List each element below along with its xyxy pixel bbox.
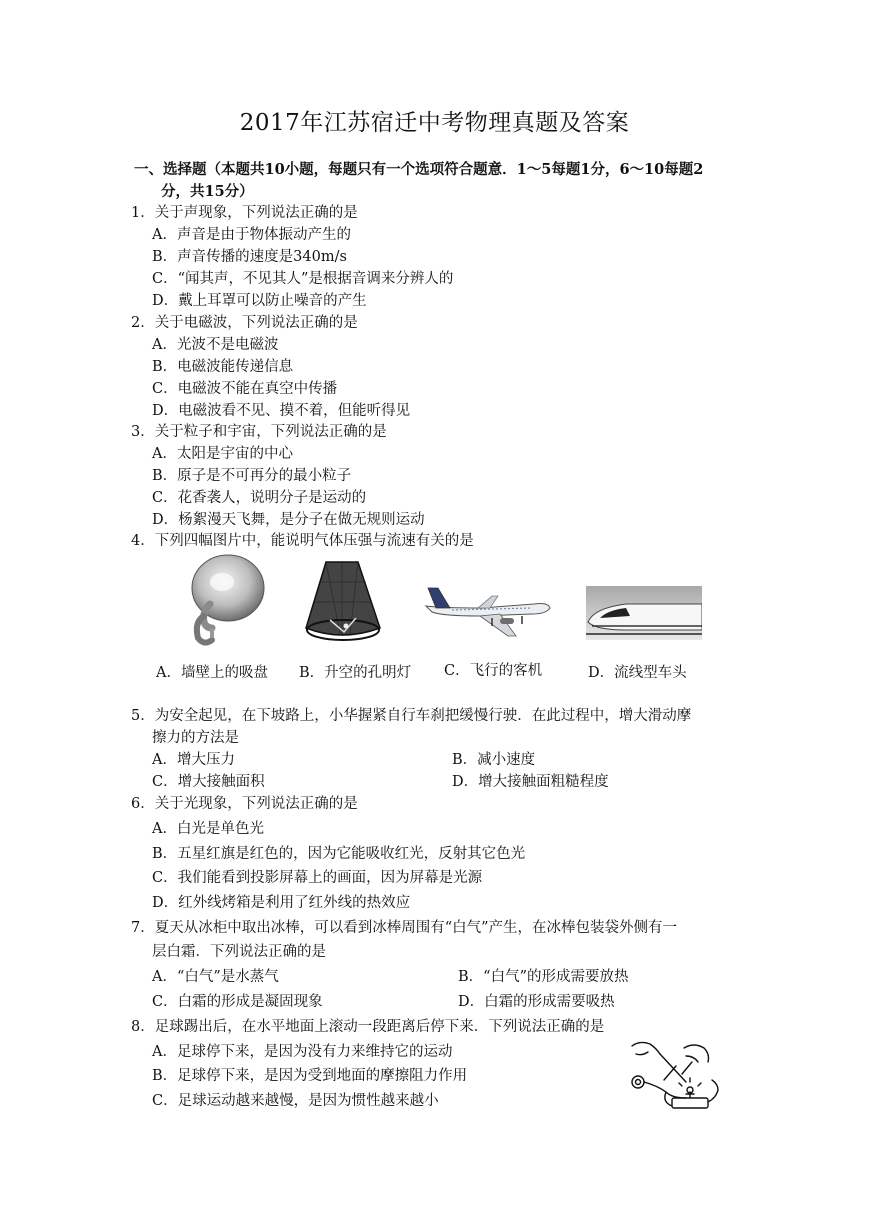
- question-3-option-b: B．原子是不可再分的最小粒子: [152, 468, 352, 484]
- question-5-option-c: C．增大接触面积: [152, 774, 265, 790]
- question-8-option-c: C．足球运动越来越慢，是因为惯性越来越小: [152, 1093, 439, 1109]
- section-heading-line2: 分，共15分）: [161, 183, 254, 200]
- question-7-stem-line1: 7．夏天从冰柜中取出冰棒，可以看到冰棒周围有“白气”产生，在冰棒包装袋外侧有一: [131, 920, 678, 936]
- sky-lantern-image: [300, 558, 384, 644]
- question-2-stem: 2．关于电磁波，下列说法正确的是: [131, 315, 358, 331]
- question-3-option-d: D．杨絮漫天飞舞，是分子在做无规则运动: [152, 512, 425, 528]
- question-6-option-a: A．白光是单色光: [152, 821, 264, 837]
- question-7-option-d: D．白霜的形成需要吸热: [458, 994, 615, 1010]
- airliner-image: [422, 578, 552, 638]
- question-5-stem-line2: 擦力的方法是: [152, 730, 239, 746]
- section-heading-line1: 一、选择题（本题共10小题，每题只有一个选项符合题意．1～5每题1分，6～10每题2: [134, 161, 704, 178]
- question-6-option-d: D．红外线烤箱是利用了红外线的热效应: [152, 895, 411, 911]
- figure-caption-d: D．流线型车头: [588, 665, 687, 681]
- question-7-option-c: C．白霜的形成是凝固现象: [152, 994, 323, 1010]
- question-2-option-d: D．电磁波看不见、摸不着，但能听得见: [152, 403, 411, 419]
- question-2-option-a: A．光波不是电磁波: [152, 337, 279, 353]
- question-3-option-c: C．花香袭人，说明分子是运动的: [152, 490, 367, 506]
- question-2-option-b: B．电磁波能传递信息: [152, 359, 294, 375]
- question-5-stem-line1: 5．为安全起见，在下坡路上，小华握紧自行车刹把缓慢行驶．在此过程中，增大滑动摩: [131, 708, 692, 724]
- question-2-option-c: C．电磁波不能在真空中传播: [152, 381, 338, 397]
- question-7-option-b: B．“白气”的形成需要放热: [458, 969, 629, 985]
- hand-generator-sketch: [626, 1036, 722, 1116]
- question-7-option-a: A．“白气”是水蒸气: [152, 969, 279, 985]
- figure-caption-b: B．升空的孔明灯: [299, 665, 412, 681]
- question-5-option-b: B．减小速度: [452, 752, 536, 768]
- question-4-stem: 4．下列四幅图片中，能说明气体压强与流速有关的是: [131, 533, 474, 549]
- question-8-option-b: B．足球停下来，是因为受到地面的摩擦阻力作用: [152, 1068, 468, 1084]
- question-1-option-d: D．戴上耳罩可以防止噪音的产生: [152, 293, 367, 309]
- question-1-option-b: B．声音传播的速度是340m/s: [152, 249, 347, 265]
- question-6-stem: 6．关于光现象，下列说法正确的是: [131, 796, 358, 812]
- suction-cup-image: [178, 552, 268, 648]
- question-5-option-d: D．增大接触面粗糙程度: [452, 774, 609, 790]
- question-1-option-a: A．声音是由于物体振动产生的: [152, 227, 351, 243]
- question-7-stem-line2: 层白霜．下列说法正确的是: [152, 944, 326, 960]
- question-3-option-a: A．太阳是宇宙的中心: [152, 446, 293, 462]
- page-title: 2017年江苏宿迁中考物理真题及答案: [239, 110, 630, 136]
- streamlined-train-image: [586, 586, 702, 640]
- question-6-option-b: B．五星红旗是红色的，因为它能吸收红光，反射其它色光: [152, 846, 526, 862]
- question-6-option-c: C．我们能看到投影屏幕上的画面，因为屏幕是光源: [152, 870, 483, 886]
- figure-caption-a: A．墙壁上的吸盘: [156, 665, 268, 681]
- question-3-stem: 3．关于粒子和宇宙，下列说法正确的是: [131, 424, 387, 440]
- question-5-option-a: A．增大压力: [152, 752, 235, 768]
- figure-caption-c: C．飞行的客机: [444, 663, 543, 679]
- question-1-option-c: C．“闻其声，不见其人”是根据音调来分辨人的: [152, 271, 454, 287]
- question-8-stem: 8．足球踢出后，在水平地面上滚动一段距离后停下来．下列说法正确的是: [131, 1019, 605, 1035]
- question-1-stem: 1．关于声现象，下列说法正确的是: [131, 205, 358, 221]
- question-8-option-a: A．足球停下来，是因为没有力来维持它的运动: [152, 1044, 453, 1060]
